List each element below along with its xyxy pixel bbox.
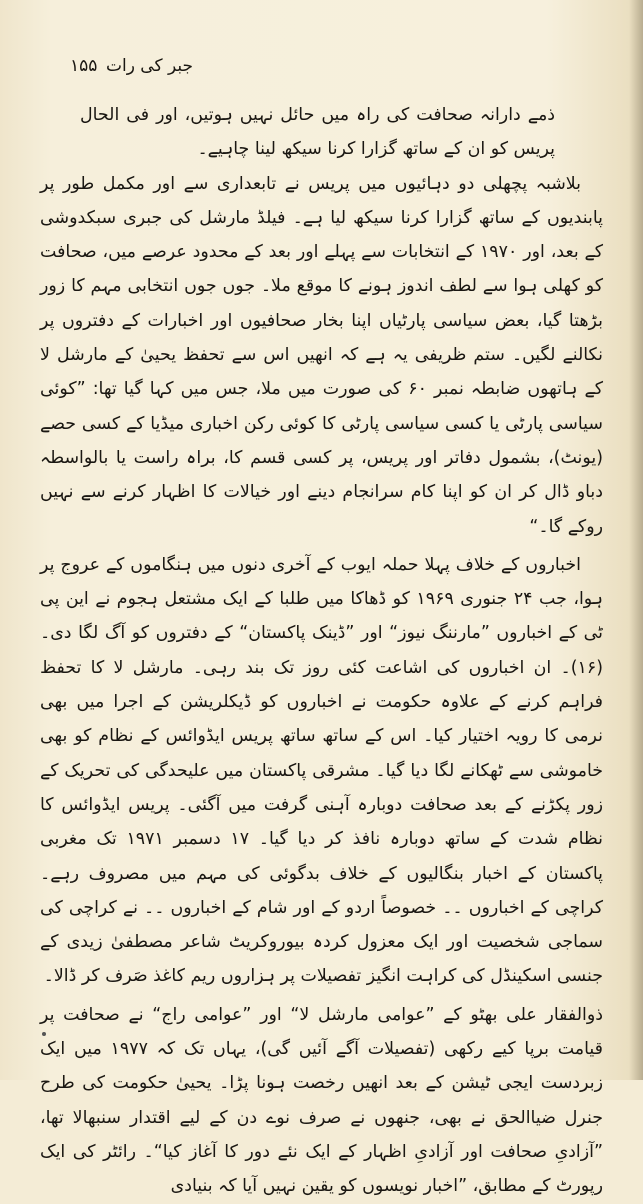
page-edge-shadow <box>629 0 643 1080</box>
page-body <box>40 98 603 1204</box>
margin-mark <box>42 1032 46 1036</box>
paragraph-quote-continuation: ذمے دارانہ صحافت کی راہ میں حائل نہیں ہوتیں، اور فی الحال پریس کو ان کے ساتھ گزارا کرنا سیکھ لینا چاہیے۔ <box>80 105 555 160</box>
page-header <box>70 54 603 84</box>
paragraph-press-subservience: بلاشبہ پچھلی دو دہائیوں میں پریس نے تابعداری سے اور مکمل طور پر پابندیوں کے ساتھ گزارا کرنا سیکھ لیا ہے۔ فیلڈ مارشل کی جبری سبکدوشی کے بعد، اور ۱۹۷۰ کے انتخابات سے پہلے اور بعد کے محدود عرصے میں، صحافت کو کھلی ہوا سے لطف اندوز ہونے کا موقع ملا۔ جوں جوں انتخابی مہم کا زور بڑھتا گیا، بعض سیاسی پارٹیاں اپنا بخار صحافیوں اور اخبارات کے دفتروں پر نکالنے لگیں۔ ستم ظریفی یہ ہے کہ انھیں اس سے تحفظ یحییٰ کے مارشل لا کے ہاتھوں ضابطہ نمبر ۶۰ کی صورت میں ملا، جس میں کہا گیا تھا: ”کوئی سیاسی پارٹی یا کسی سیاسی پارٹی کا کوئی رکن اخباری میڈیا کے کسی حصے (یونٹ)، بشمول دفاتر اور پریس، پر کسی قسم کا، براہ راست یا بالواسطہ دباو ڈال کر ان کو اپنا کام سرانجام دینے اور خیالات کا اظہار کرنے سے نہیں روکے گا۔“ <box>40 173 604 537</box>
paragraph-bhutto-zia-era: ذوالفقار علی بھٹو کے ”عوامی مارشل لا“ اور ”عوامی راج“ نے صحافت پر قیامت برپا کیے رکھی (تفصیلات آگے آئیں گی)، یہاں تک کہ ۱۹۷۷ میں ایک زبردست ایجی ٹیشن کے بعد انھیں رخصت ہونا پڑا۔ یحییٰ حکومت کی طرح جنرل ضیاالحق نے بھی، جنھوں نے صرف نوے دن کے لیے اقتدار سنبھالا تھا، ”آزادیِ صحافت اور آزادیِ اظہار کے ایک نئے دور کا آغاز کیا“۔ رائٹر کی ایک رپورٹ کے مطابق، ”اخبار نویسوں کو یقین نہیں آیا کہ بنیادی <box>40 1004 603 1197</box>
running-title: جبر کی رات <box>105 56 193 76</box>
paragraph-attacks-on-newspapers: اخباروں کے خلاف پہلا حملہ ایوب کے آخری دنوں میں ہنگاموں کے عروج پر ہوا، جب ۲۴ جنوری ۱۹۶۹ کو ڈھاکا میں طلبا کے ایک مشتعل ہجوم نے این پی ٹی کے اخباروں ”مارننگ نیوز“ اور ”ڈینک پاکستان“ کے دفتروں کو آگ لگا دی۔ (۱۶)۔ ان اخباروں کی اشاعت کئی روز تک بند رہی۔ مارشل لا کا تحفظ فراہم کرنے کے علاوہ حکومت نے اخباروں کو ڈیکلریشن کے اجرا میں بھی نرمی کا رویہ اختیار کیا۔ اس کے ساتھ ساتھ پریس ایڈوائس کے نظام کو بھی خاموشی سے ٹھکانے لگا دیا گیا۔ مشرقی پاکستان میں علیحدگی کی تحریک کے زور پکڑنے کے بعد صحافت دوبارہ آہنی گرفت میں آگئی۔ پریس ایڈوائس کا نظام شدت کے ساتھ دوبارہ نافذ کر دیا گیا۔ ۱۷ دسمبر ۱۹۷۱ تک مغربی پاکستان کے اخبار بنگالیوں کے خلاف بدگوئی کی مہم میں مصروف رہے۔ کراچی کے اخباروں ۔۔ خصوصاً اردو کے اور شام کے اخباروں ۔۔ نے کراچی کی سماجی شخصیت اور ایک معزول کردہ بیوروکریٹ شاعر مصطفیٰ زیدی کے جنسی اسکینڈل کی کراہت انگیز تفصیلات پر ہزاروں ریم کاغذ صَرف کر ڈالا۔ <box>40 554 603 987</box>
page-number: ۱۵۵ <box>70 56 98 76</box>
